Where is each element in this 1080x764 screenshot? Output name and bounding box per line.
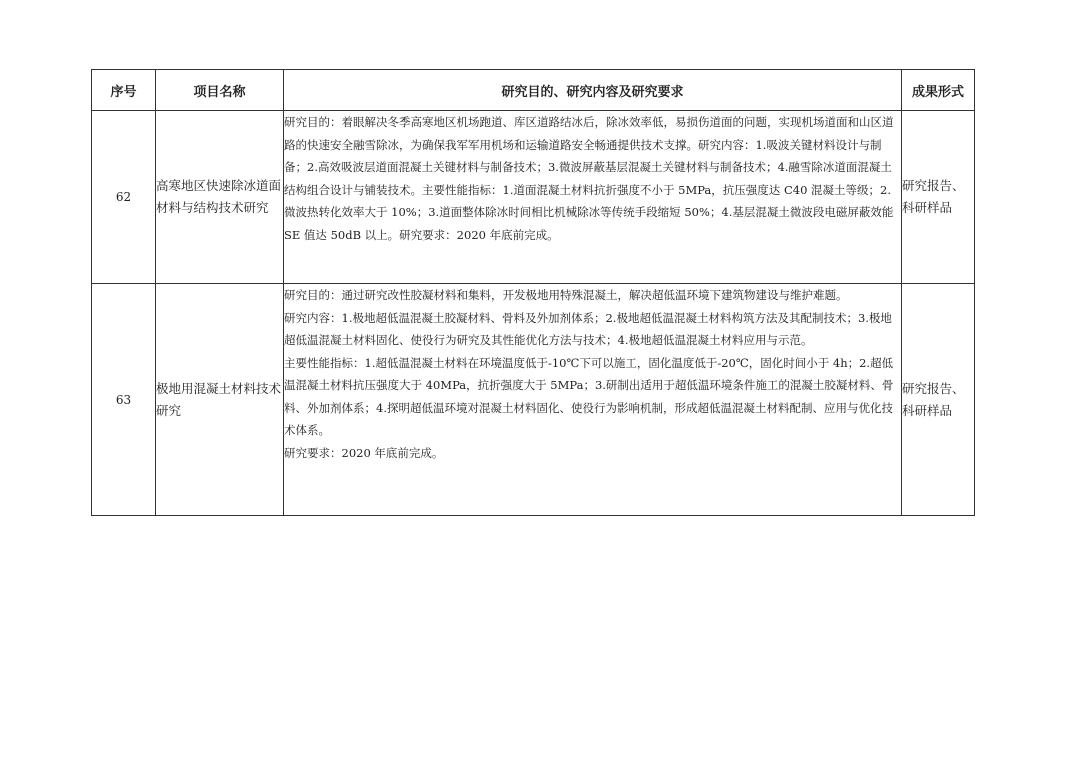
content-paragraph: 主要性能指标：1.超低温混凝土材料在环境温度低于-10℃下可以施工，固化温度低于-20℃，固化时间小于 4h；2.超低温混凝土材料抗压强度大于 40MPa，抗折强度大于 5MPa；3.研制出适用于超低温环境条件施工的混凝土胶凝材料、骨料、外加剂体系；4.探明超低温环境对混凝土材料固化、使役行为影响机制，形成超低温混凝土材料配制、应用与优化技术体系。	[284, 355, 894, 437]
row-number: 63	[92, 284, 156, 516]
research-projects-table	[91, 69, 975, 516]
header-research-content: 研究目的、研究内容及研究要求	[284, 70, 902, 111]
result-form: 研究报告、科研样品	[902, 284, 975, 516]
table-row	[92, 284, 975, 516]
content-paragraph: 研究目的：通过研究改性胶凝材料和集料，开发极地用特殊混凝土，解决超低温环境下建筑物建设与维护难题。	[284, 288, 848, 302]
row-number: 62	[92, 111, 156, 284]
result-form: 研究报告、科研样品	[902, 111, 975, 284]
content-paragraph: 研究内容：1.极地超低温混凝土胶凝材料、骨料及外加剂体系；2.极地超低温混凝土材料构筑方法及其配制技术；3.极地超低温混凝土材料固化、使役行为研究及其性能优化方法与技术；4.极地超低温混凝土材料应用与示范。	[284, 310, 892, 347]
content-paragraph: 研究要求：2020 年底前完成。	[284, 445, 444, 460]
research-content	[284, 284, 902, 516]
project-name: 极地用混凝土材料技术研究	[156, 284, 284, 516]
header-no: 序号	[92, 70, 156, 111]
header-result-form: 成果形式	[902, 70, 975, 111]
table-header-row	[92, 70, 975, 111]
project-name: 高寒地区快速除冰道面材料与结构技术研究	[156, 111, 284, 284]
research-content	[284, 111, 902, 284]
content-paragraph: 研究目的：着眼解决冬季高寒地区机场跑道、库区道路结冰后，除冰效率低，易损伤道面的问题，实现机场道面和山区道路的快速安全融雪除冰，为确保我军军用机场和运输道路安全畅通提供技术支撑。研究内容：1.吸波关键材料设计与制备；2.高效吸波层道面混凝土关键材料与制备技术；3.微波屏蔽基层混凝土关键材料与制备技术；4.融雪除冰道面混凝土结构组合设计与铺装技术。主要性能指标：1.道面混凝土材料抗折强度不小于 5MPa，抗压强度达 C40 混凝土等级；2.微波热转化效率大于 10%；3.道面整体除冰时间相比机械除冰等传统手段缩短 50%；4.基层混凝土微波段电磁屏蔽效能 SE 值达 50dB 以上。研究要求：2020 年底前完成。	[284, 115, 894, 242]
table-row	[92, 111, 975, 284]
header-project-name: 项目名称	[156, 70, 284, 111]
